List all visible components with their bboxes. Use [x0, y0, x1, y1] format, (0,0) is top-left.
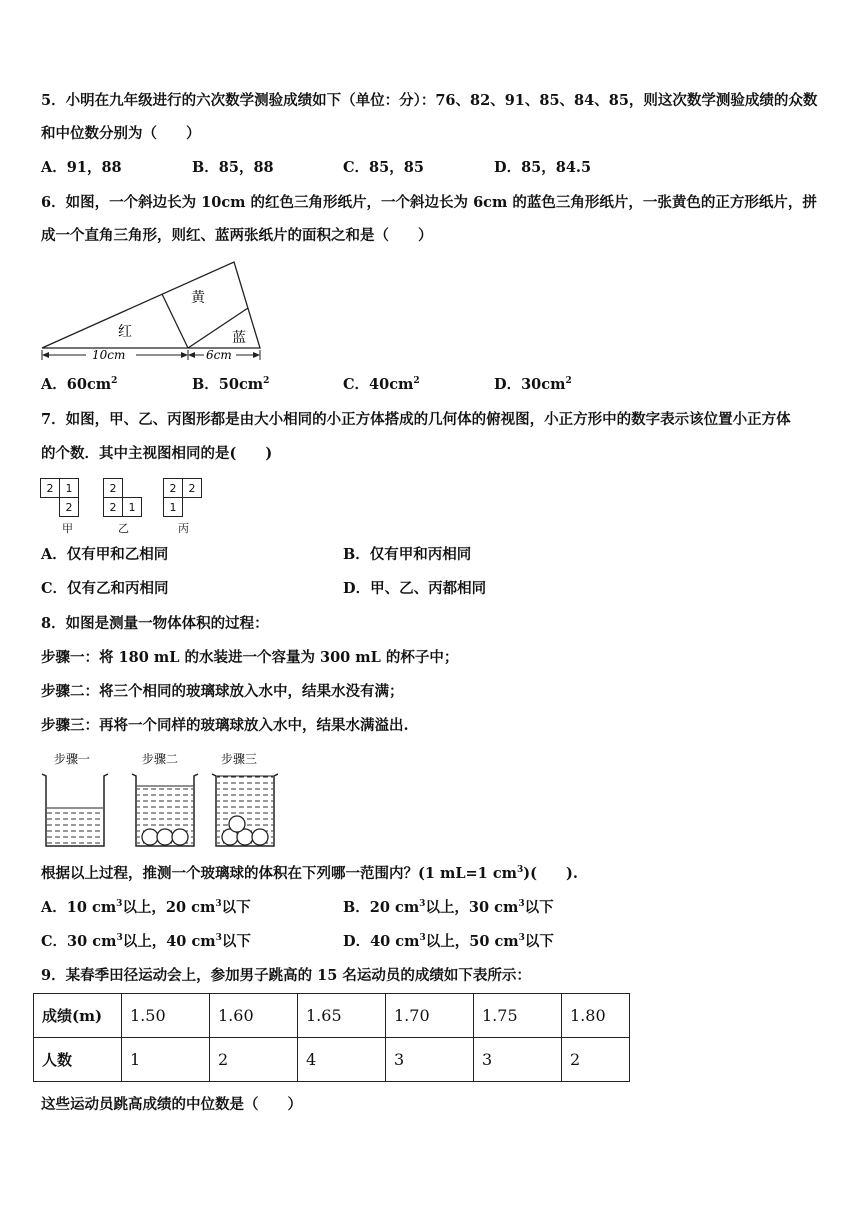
q5-option-a[interactable]: A．91，88 — [41, 159, 122, 176]
label-red: 红 — [118, 324, 132, 340]
q6-stem-line1: 6．如图，一个斜边长为 10cm 的红色三角形纸片，一个斜边长为 6cm 的蓝色三角形纸片，一张黄色的正方形纸片，拼 — [41, 194, 817, 211]
table-cell: 1.50 — [122, 994, 210, 1038]
q5-stem-line1: 5．小明在九年级进行的六次数学测验成绩如下（单位：分）：76、82、91、85、84、85，则这次数学测验成绩的众数 — [41, 92, 818, 109]
table-header-score: 成绩(m) — [34, 994, 122, 1038]
beaker-label-3: 步骤三 — [221, 752, 258, 766]
table-row — [34, 1038, 630, 1082]
beaker-2 — [132, 774, 198, 846]
q7-figure-jia — [40, 478, 100, 538]
q5-option-b[interactable]: B．85，88 — [192, 159, 274, 176]
q8-beaker-figure — [38, 750, 278, 850]
q6-option-c[interactable]: C．$40cm^2$ — [343, 376, 420, 393]
q8-option-c[interactable]: C．30 $cm^3$以上，40 $cm^3$以下 — [41, 933, 251, 950]
figure-caption: 甲 — [62, 522, 73, 535]
table-cell: 3 — [386, 1038, 474, 1082]
q9-score-table — [33, 993, 630, 1082]
cell: 2 — [59, 497, 79, 517]
q7-stem-line2: 的个数．其中主视图相同的是( ) — [41, 445, 273, 462]
q5-stem-line2: 和中位数分别为（ ） — [41, 125, 201, 142]
table-cell: 4 — [298, 1038, 386, 1082]
beaker-label-2: 步骤二 — [142, 752, 179, 766]
cell: 1 — [163, 497, 183, 517]
q8-option-b[interactable]: B．20 $cm^3$以上，30 $cm^3$以下 — [343, 899, 554, 916]
q8-step3: 步骤三：再将一个同样的玻璃球放入水中，结果水满溢出. — [41, 717, 409, 734]
table-cell: 1.60 — [210, 994, 298, 1038]
beaker-3 — [212, 774, 278, 846]
q8-question: 根据以上过程，推测一个玻璃球的体积在下列哪一范围内？(1 mL=1 $cm^3$)( ). — [41, 865, 578, 882]
q8-option-a[interactable]: A．10 $cm^3$以上，20 $cm^3$以下 — [41, 899, 251, 916]
q8-stem: 8．如图是测量一物体体积的过程： — [41, 615, 269, 632]
q9-stem: 9．某春季田径运动会上，参加男子跳高的 15 名运动员的成绩如下表所示： — [41, 967, 531, 984]
table-cell: 2 — [562, 1038, 630, 1082]
table-header-count: 人数 — [34, 1038, 122, 1082]
q7-option-d[interactable]: D．甲、乙、丙都相同 — [343, 580, 487, 597]
q7-option-b[interactable]: B．仅有甲和丙相同 — [343, 546, 472, 563]
q6-option-d[interactable]: D．$30cm^2$ — [494, 376, 572, 393]
table-cell: 1.70 — [386, 994, 474, 1038]
q5-option-d[interactable]: D．85，84.5 — [494, 159, 592, 176]
figure-caption: 乙 — [118, 522, 129, 535]
cell: 2 — [103, 497, 123, 517]
beaker-1 — [42, 774, 108, 846]
q6-triangle-figure — [36, 258, 266, 368]
label-6cm: 6cm — [206, 348, 232, 362]
table-row — [34, 994, 630, 1038]
cell: 1 — [59, 478, 79, 498]
table-cell: 1.75 — [474, 994, 562, 1038]
q7-figure-yi — [103, 478, 163, 538]
table-cell: 1.65 — [298, 994, 386, 1038]
q9-question: 这些运动员跳高成绩的中位数是（ ） — [41, 1096, 302, 1113]
q7-option-c[interactable]: C．仅有乙和丙相同 — [41, 580, 169, 597]
q7-stem-line1: 7．如图，甲、乙、丙图形都是由大小相同的小正方体搭成的几何体的俯视图，小正方形中的数字表示该位置小正方体 — [41, 411, 791, 428]
q6-option-b[interactable]: B．$50cm^2$ — [192, 376, 270, 393]
q7-option-a[interactable]: A．仅有甲和乙相同 — [41, 546, 169, 563]
label-10cm: 10cm — [92, 348, 126, 362]
table-cell: 1.80 — [562, 994, 630, 1038]
q6-option-a[interactable]: A．$60cm^2$ — [41, 376, 118, 393]
cell: 2 — [163, 478, 183, 498]
label-yellow: 黄 — [191, 290, 205, 306]
cell: 2 — [40, 478, 60, 498]
table-cell: 3 — [474, 1038, 562, 1082]
label-blue: 蓝 — [232, 330, 246, 346]
table-cell: 2 — [210, 1038, 298, 1082]
cell: 2 — [182, 478, 202, 498]
cell: 2 — [103, 478, 123, 498]
q8-option-d[interactable]: D．40 $cm^3$以上，50 $cm^3$以下 — [343, 933, 554, 950]
q5-option-c[interactable]: C．85，85 — [343, 159, 424, 176]
beaker-label-1: 步骤一 — [54, 752, 91, 766]
table-cell: 1 — [122, 1038, 210, 1082]
q7-figure-bing — [163, 478, 223, 538]
cell: 1 — [122, 497, 142, 517]
q6-stem-line2: 成一个直角三角形，则红、蓝两张纸片的面积之和是（ ） — [41, 227, 433, 244]
figure-caption: 丙 — [178, 522, 189, 535]
q8-step1: 步骤一：将 180 mL 的水装进一个容量为 300 mL 的杯子中； — [41, 649, 459, 666]
q8-step2: 步骤二：将三个相同的玻璃球放入水中，结果水没有满； — [41, 683, 404, 700]
